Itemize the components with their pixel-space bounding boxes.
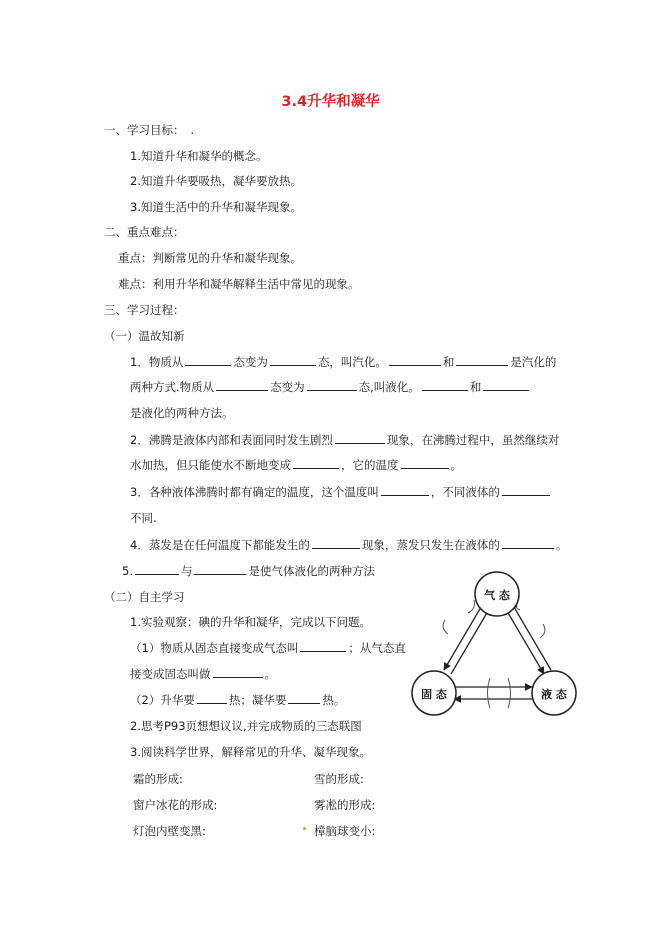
question-2-line-1: 2．沸腾是液体内部和表面同时发生剧烈 现象，在沸腾过程中，虽然继续对 (130, 433, 560, 447)
phenomenon-rime: 雾凇的形成: (314, 798, 376, 812)
study-item-1a-line-2: 接变成固态叫做 。 (130, 667, 276, 681)
states-of-matter-diagram (408, 568, 580, 716)
phenomenon-bulb: 灯泡内壁变黑: (133, 824, 206, 838)
bracket (468, 600, 474, 613)
blank (300, 640, 346, 652)
key-point: 重点：判断常见的升华和凝华现象。 (118, 251, 302, 265)
study-item-3: 3.阅读科学世界，解释常见的升华、凝华现象。 (130, 745, 371, 759)
blank (502, 537, 554, 549)
question-1-line-2: 两种方式.物质从 态变为 态,叫液化。 和 (130, 379, 531, 395)
question-3-line-2: 不同. (130, 511, 157, 525)
question-2-line-2: 水加热，但只能使水不断地变成 ，它的温度 。 (130, 458, 462, 472)
blank (213, 666, 263, 678)
blank (293, 457, 339, 469)
arrow-liquid-to-gas (511, 602, 551, 670)
arrow-solid-to-gas (451, 606, 491, 674)
liquid-label: 液 态 (541, 688, 567, 701)
section-2-heading: 二、重点难点： (104, 225, 185, 239)
study-item-1b: （2）升华要 热；凝华要 热。 (130, 693, 346, 707)
objective-1: 1.知道升华和凝华的概念。 (130, 149, 268, 163)
objective-2: 2.知道升华要吸热，凝华要放热。 (130, 174, 302, 188)
blank (422, 379, 468, 391)
blank (194, 563, 246, 575)
study-item-1a-line-1: （1）物质从固态直接变成气态叫 ；从气态直 (130, 641, 406, 655)
question-4: 4．蒸发是在任何温度下都能发生的 现象，蒸发只发生在液体的 。 (130, 538, 568, 552)
bracket (508, 678, 511, 708)
section-3-heading: 三、学习过程： (104, 303, 185, 317)
part-2-heading: （二）自主学习 (104, 590, 185, 604)
phenomenon-mothball: 樟脑球变小: (314, 824, 376, 838)
blank (401, 457, 449, 469)
blank (135, 563, 179, 575)
stray-dot (303, 827, 306, 830)
arrow-gas-to-solid (444, 602, 484, 670)
objective-3: 3.知道生活中的升华和凝华现象。 (130, 200, 302, 214)
blank (270, 354, 316, 366)
blank (216, 379, 268, 391)
blank (502, 484, 550, 496)
question-1-line-3: 是液化的两种方法。 (130, 406, 234, 420)
bracket (540, 624, 545, 638)
gas-label: 气 态 (484, 589, 510, 602)
blank (389, 354, 441, 366)
blank (185, 354, 231, 366)
study-item-2: 2.思考P93页想想议议,并完成物质的三态联图 (130, 719, 362, 733)
phenomenon-frost: 霜的形成: (133, 772, 183, 786)
question-5: 5. 与 是使气体液化的两种方法 (122, 564, 375, 578)
blank (197, 692, 227, 704)
section-1-heading: 一、学习目标： . (104, 123, 195, 137)
question-1-line-1: 1．物质从 态变为 态，叫汽化。 和 是汽化的 (130, 355, 557, 369)
blank (456, 354, 508, 366)
part-1-heading: （一）温故知新 (104, 329, 185, 343)
phenomenon-snow: 雪的形成: (314, 772, 364, 786)
blank (335, 432, 385, 444)
blank (381, 484, 429, 496)
blank (483, 379, 529, 391)
blank (307, 379, 357, 391)
phenomenon-window-frost: 窗户冰花的形成: (133, 798, 218, 812)
blank (288, 692, 320, 704)
question-3-line-1: 3．各种液体沸腾时都有确定的温度，这个温度叫 ，不同液体的 (130, 484, 552, 500)
arrow-gas-to-liquid (504, 606, 544, 674)
blank (312, 537, 360, 549)
bracket (488, 678, 491, 708)
study-item-1: 1.实验观察：碘的升华和凝华，完成以下问题。 (130, 615, 371, 629)
bracket (443, 620, 448, 634)
solid-label: 固 态 (421, 688, 447, 701)
page-title: 3.4升华和凝华 (281, 94, 380, 110)
difficult-point: 难点：利用升华和凝华解释生活中常见的现象。 (118, 277, 360, 291)
